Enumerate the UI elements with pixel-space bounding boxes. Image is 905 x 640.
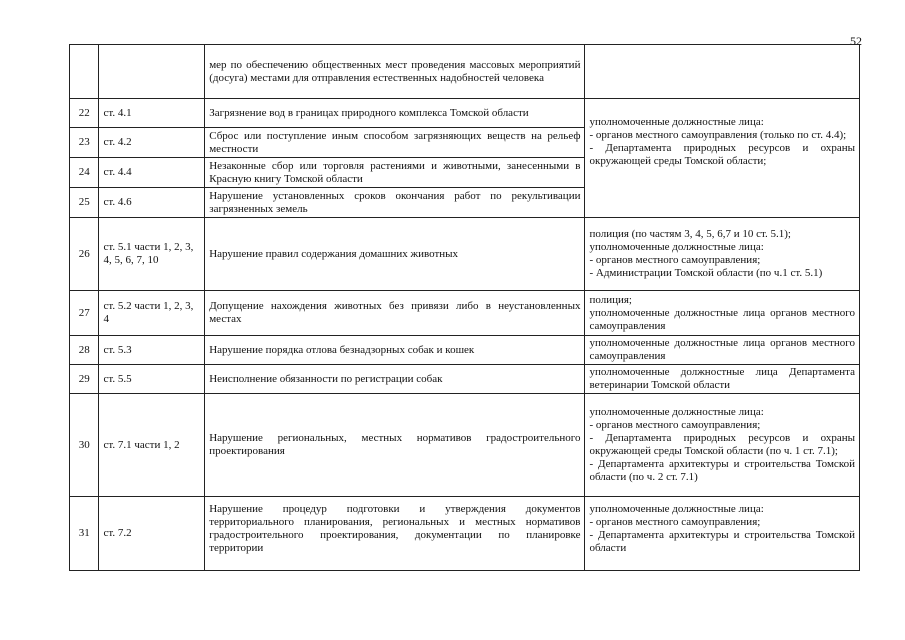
article-cell: ст. 5.3: [99, 336, 205, 365]
authority-line: уполномоченные должностные лица:: [589, 503, 764, 515]
page-number: 52: [850, 34, 862, 48]
authority-line: - органов местного самоуправления;: [589, 419, 761, 431]
row-number-cell: 23: [70, 128, 99, 158]
authority-line: - органов местного самоуправления (только по ст. 4.4);: [589, 129, 847, 141]
description-cell: Допущение нахождения животных без привязи либо в неустановленных местах: [205, 291, 585, 336]
table-row: [70, 497, 860, 571]
authority-cell: [585, 291, 860, 336]
row-number-cell: [70, 45, 99, 99]
description-cell: Нарушение процедур подготовки и утверждения документов территориального планирования, региональных и местных нормативов градостроительного проектирования, документации по планировке территории: [205, 497, 585, 571]
authority-line: - Департамента архитектуры и строительства Томской области (по ч. 2 ст. 7.1): [589, 458, 855, 483]
authority-line: - Администрации Томской области (по ч.1 ст. 5.1): [589, 267, 823, 279]
description-cell: Нарушение установленных сроков окончания работ по рекультивации загрязненных земель: [205, 188, 585, 218]
article-cell: ст. 4.2: [99, 128, 205, 158]
article-cell: ст. 4.4: [99, 158, 205, 188]
row-number-cell: 24: [70, 158, 99, 188]
article-cell: ст. 7.2: [99, 497, 205, 571]
authority-line: - Департамента архитектуры и строительства Томской области: [589, 529, 855, 554]
table-row: [70, 394, 860, 497]
authority-line: уполномоченные должностные лица:: [589, 241, 764, 253]
row-number-cell: 25: [70, 188, 99, 218]
authority-line: полиция (по частям 3, 4, 5, 6,7 и 10 ст. 5.1);: [589, 228, 791, 240]
row-number-cell: 30: [70, 394, 99, 497]
row-number-cell: 29: [70, 365, 99, 394]
table-row: [70, 365, 860, 394]
authority-line: уполномоченные должностные лица:: [589, 406, 764, 418]
authority-cell: [585, 365, 860, 394]
article-cell: ст. 4.6: [99, 188, 205, 218]
table-row: [70, 99, 860, 128]
article-cell: [99, 45, 205, 99]
article-cell: ст. 7.1 части 1, 2: [99, 394, 205, 497]
authority-cell: [585, 497, 860, 571]
article-cell: ст. 5.1 части 1, 2, 3, 4, 5, 6, 7, 10: [99, 218, 205, 291]
authority-line: уполномоченные должностные лица:: [589, 116, 764, 128]
description-cell: Нарушение правил содержания домашних животных: [205, 218, 585, 291]
authority-line: - Департамента природных ресурсов и охраны окружающей среды Томской области;: [589, 142, 855, 167]
table-row: [70, 45, 860, 99]
authority-line: уполномоченные должностные лица органов местного самоуправления: [589, 337, 855, 362]
authority-cell: [585, 218, 860, 291]
table-row: [70, 336, 860, 365]
authority-line: полиция;: [589, 293, 632, 306]
row-number-cell: 31: [70, 497, 99, 571]
table-row: [70, 218, 860, 291]
authority-cell: [585, 394, 860, 497]
table-row: [70, 291, 860, 336]
authority-cell-group: [585, 99, 860, 218]
description-cell: Нарушение региональных, местных нормативов градостроительного проектирования: [205, 394, 585, 497]
authority-line: - органов местного самоуправления;: [589, 254, 761, 266]
description-cell: Нарушение порядка отлова безнадзорных собак и кошек: [205, 336, 585, 365]
description-cell: Неисполнение обязанности по регистрации собак: [205, 365, 585, 394]
authority-line: - органов местного самоуправления;: [589, 516, 761, 528]
authority-cell: [585, 45, 860, 99]
row-number-cell: 28: [70, 336, 99, 365]
row-number-cell: 22: [70, 99, 99, 128]
description-cell: Незаконные сбор или торговля растениями и животными, занесенными в Красную книгу Томской области: [205, 158, 585, 188]
description-cell: Сброс или поступление иным способом загрязняющих веществ на рельеф местности: [205, 128, 585, 158]
article-cell: ст. 4.1: [99, 99, 205, 128]
authority-line: уполномоченные должностные лица органов местного самоуправления: [589, 306, 855, 332]
row-number-cell: 27: [70, 291, 99, 336]
row-number-cell: 26: [70, 218, 99, 291]
description-cell: Загрязнение вод в границах природного комплекса Томской области: [205, 99, 585, 128]
authority-line: уполномоченные должностные лица Департамента ветеринарии Томской области: [589, 366, 855, 391]
description-cell: мер по обеспечению общественных мест проведения массовых мероприятий (досуга) местами для отправления естественных надобностей человека: [205, 45, 585, 99]
authority-cell: [585, 336, 860, 365]
offenses-table: [69, 44, 860, 571]
authority-line: - Департамента природных ресурсов и охраны окружающей среды Томской области (по ч. 1 ст. 7.1);: [589, 432, 855, 457]
article-cell: ст. 5.2 части 1, 2, 3, 4: [99, 291, 205, 336]
article-cell: ст. 5.5: [99, 365, 205, 394]
